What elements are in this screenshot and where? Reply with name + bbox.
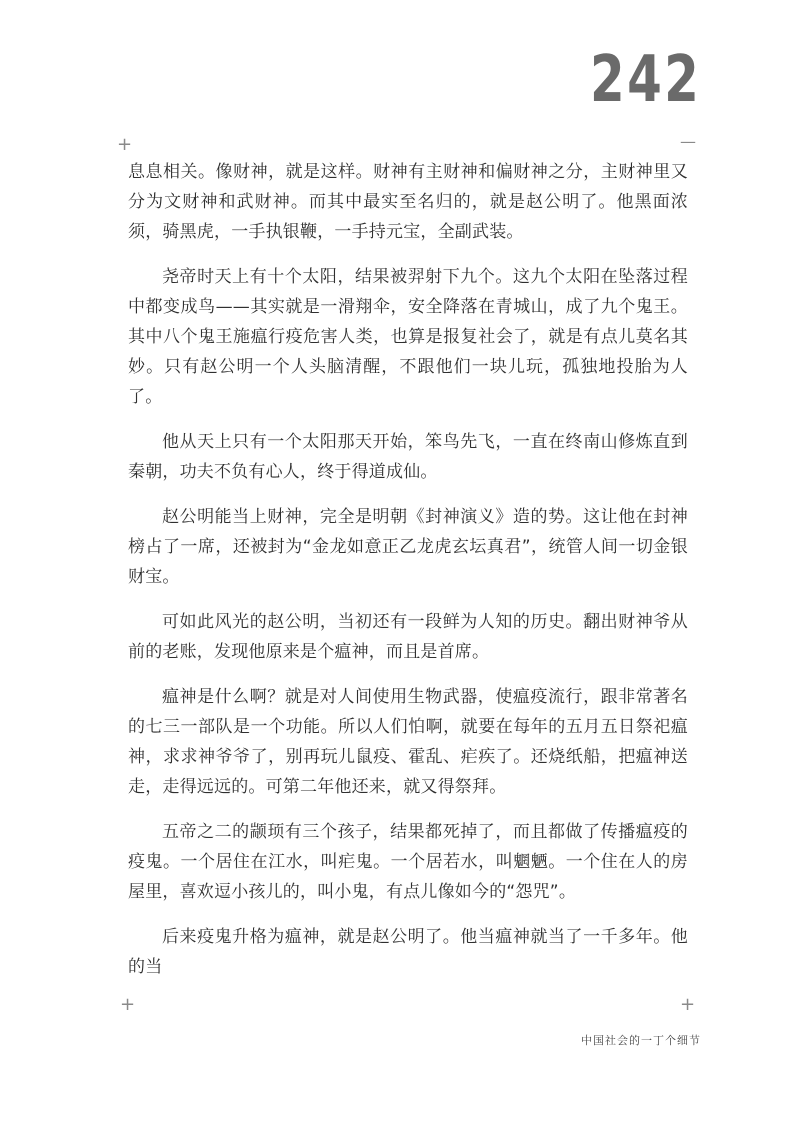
crop-mark-top-right: — bbox=[680, 132, 696, 151]
crop-mark-bottom-right: + bbox=[680, 994, 696, 1015]
running-footer-title: 中国社会的一丁个细节 bbox=[581, 1034, 701, 1047]
crop-mark-top-left: + bbox=[117, 134, 133, 155]
body-text bbox=[128, 157, 688, 997]
paragraph: 后来疫鬼升格为瘟神，就是赵公明了。他当瘟神就当了一千多年。他的当 bbox=[128, 927, 688, 977]
paragraph: 瘟神是什么啊？就是对人间使用生物武器，使瘟疫流行，跟非常著名的七三一部队是一个功能。所以人们怕啊，就要在每年的五月五日祭祀瘟神，求求神爷爷了，别再玩儿鼠疫、霍乱、疟疾了。还烧纸船，把瘟神送走，走得远远的。可第二年他还来，就又得祭拜。 bbox=[128, 687, 688, 797]
paragraph: 息息相关。像财神，就是这样。财神有主财神和偏财神之分，主财神里又分为文财神和武财神。而其中最实至名归的，就是赵公明了。他黑面浓须，骑黑虎，一手执银鞭，一手持元宝，全副武装。 bbox=[128, 162, 688, 242]
paragraph: 五帝之二的颛顼有三个孩子，结果都死掉了，而且都做了传播瘟疫的疫鬼。一个居住在江水，叫疟鬼。一个居若水，叫魍魉。一个住在人的房屋里，喜欢逗小孩儿的，叫小鬼，有点儿像如今的“怨咒”。 bbox=[128, 822, 688, 902]
page-number: 242 bbox=[590, 43, 702, 117]
paragraph: 他从天上只有一个太阳那天开始，笨鸟先飞，一直在终南山修炼直到秦朝，功夫不负有心人，终于得道成仙。 bbox=[128, 432, 688, 482]
crop-mark-bottom-left: + bbox=[120, 994, 136, 1015]
paragraph: 可如此风光的赵公明，当初还有一段鲜为人知的历史。翻出财神爷从前的老账，发现他原来是个瘟神，而且是首席。 bbox=[128, 612, 688, 662]
paragraph: 赵公明能当上财神，完全是明朝《封神演义》造的势。这让他在封神榜占了一席，还被封为“金龙如意正乙龙虎玄坛真君”，统管人间一切金银财宝。 bbox=[128, 507, 688, 587]
paragraph: 尧帝时天上有十个太阳，结果被羿射下九个。这九个太阳在坠落过程中都变成鸟——其实就是一滑翔伞，安全降落在青城山，成了九个鬼王。其中八个鬼王施瘟行疫危害人类，也算是报复社会了，就是有点儿莫名其妙。只有赵公明一个人头脑清醒，不跟他们一块儿玩，孤独地投胎为人了。 bbox=[128, 267, 688, 407]
